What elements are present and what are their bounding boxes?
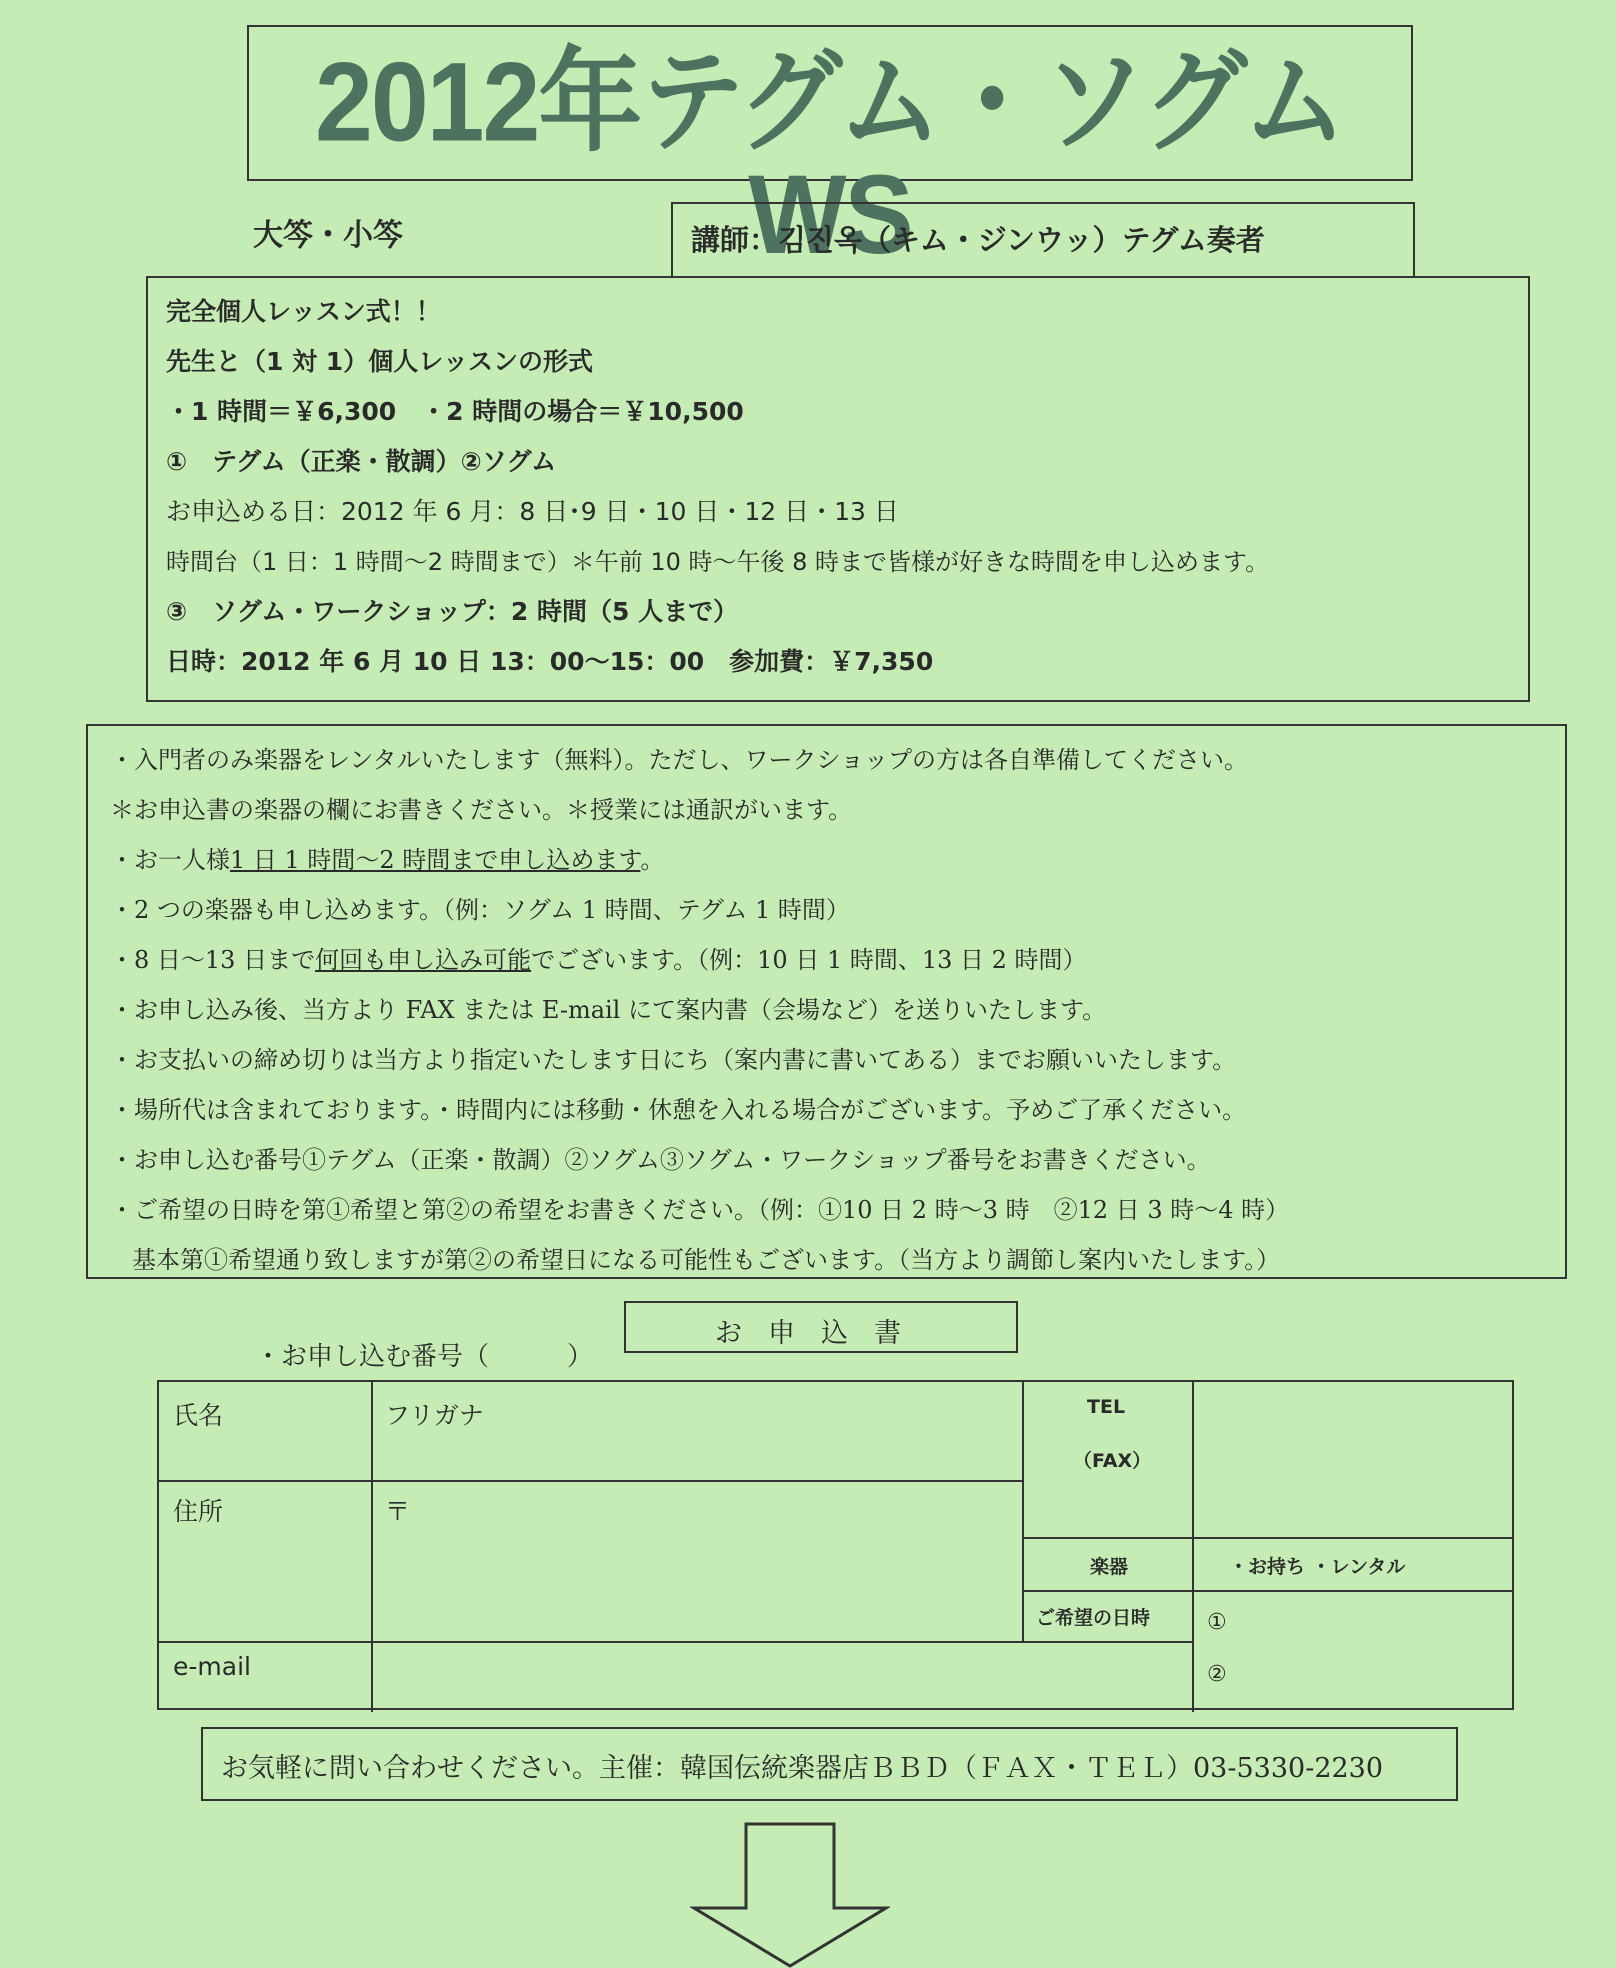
instrument-options[interactable]: ・お持ち ・レンタル	[1229, 1556, 1406, 1578]
email-field[interactable]	[373, 1643, 1191, 1710]
choice1-field[interactable]: ①	[1207, 1610, 1227, 1635]
choice2-field[interactable]: ②	[1207, 1662, 1227, 1687]
note-line: ・ご希望の日時を第①希望と第②の希望をお書きください。（例：①10 日 2 時～3 時 ②12 日 3 時～4 時）	[110, 1196, 1290, 1224]
price-line: ・1 時間＝￥6,300 ・2 時間の場合＝￥10,500	[166, 397, 744, 426]
address-label: 住所	[173, 1497, 224, 1526]
lesson-info-box	[146, 276, 1530, 702]
notes-box	[86, 724, 1567, 1279]
form-divider	[1022, 1382, 1024, 1641]
note-line: ・入門者のみ楽器をレンタルいたします（無料）。ただし、ワークショップの方は各自準備してください。	[110, 746, 1248, 774]
form-divider	[1022, 1590, 1514, 1592]
form-divider	[1022, 1537, 1514, 1539]
note-text: でございます。（例：10 日 1 時間、13 日 2 時間）	[531, 946, 1087, 974]
lesson-line: 完全個人レッスン式！！	[166, 297, 441, 326]
lesson-line: ① テグム（正楽・散調）②ソグム	[166, 447, 557, 476]
note-underlined: 何回も申し込み可能	[315, 946, 532, 974]
contact-box	[201, 1727, 1458, 1801]
apply-title-box	[624, 1301, 1018, 1353]
teacher-box	[671, 202, 1415, 276]
contact-text: お気軽に問い合わせください。主催：韓国伝統楽器店ＢＢＤ（ＦＡＸ・ＴＥＬ）03-5330-2230	[221, 1753, 1384, 1784]
application-form	[157, 1380, 1514, 1710]
note-line: ・場所代は含まれております。・時間内には移動・休憩を入れる場合がございます。予めご了承ください。	[110, 1096, 1247, 1124]
tel-field[interactable]	[1194, 1382, 1512, 1537]
name-label: 氏名	[173, 1401, 224, 1430]
teacher-text: 講師：김진옥（キム・ジンウッ）テグム奏者	[691, 223, 1265, 257]
note-line	[110, 940, 1087, 975]
address-field[interactable]: 〒	[385, 1497, 411, 1526]
tel-label: TEL	[1087, 1396, 1126, 1418]
furigana-field[interactable]: フリガナ	[385, 1401, 484, 1430]
apply-number-label: ・お申し込む番号（ ）	[255, 1342, 594, 1372]
note-line: ＊お申込書の楽器の欄にお書きください。＊授業には通訳がいます。	[110, 796, 853, 824]
fax-label: （FAX）	[1073, 1450, 1152, 1472]
subtitle: 大笒・小笒	[253, 218, 403, 253]
lesson-dates-line: お申込める日：2012 年 6 月：8 日･9 日・10 日・12 日・13 日	[166, 497, 899, 526]
preferred-date-label: ご希望の日時	[1036, 1607, 1151, 1629]
note-line: ・お申し込む番号①テグム（正楽・散調）②ソグム③ソグム・ワークショップ番号をお書きください。	[110, 1146, 1211, 1174]
note-text: 。	[640, 846, 665, 874]
note-text: ・お一人様	[110, 846, 230, 874]
lesson-hours-line: 時間台（1 日：1 時間～2 時間まで）＊午前 10 時～午後 8 時まで皆様が好きな時間を申し込めます。	[166, 548, 1270, 576]
page-title: 2012年テグム・ソグムWS	[314, 40, 1345, 278]
note-text: ・8 日～13 日まで	[110, 946, 316, 974]
email-label: e-mail	[173, 1652, 251, 1681]
note-line	[110, 840, 664, 875]
down-arrow-icon	[690, 1822, 890, 1968]
workshop-line: ③ ソグム・ワークショップ：2 時間（5 人まで）	[166, 597, 739, 626]
note-line: ・お支払いの締め切りは当方より指定いたします日にち（案内書に書いてある）までお願いいたします。	[110, 1046, 1237, 1074]
note-line: ・2 つの楽器も申し込めます。（例：ソグム 1 時間、テグム 1 時間）	[110, 896, 850, 924]
apply-title: お申込書	[715, 1318, 927, 1349]
note-underlined: 1 日 1 時間～2 時間まで申し込めます	[230, 846, 641, 874]
form-divider	[159, 1480, 1022, 1482]
note-line: 基本第①希望通り致しますが第②の希望日になる可能性もございます。（当方より調節し案内いたします。）	[132, 1246, 1281, 1274]
instrument-label: 楽器	[1090, 1556, 1129, 1578]
lesson-line: 先生と（1 対 1）個人レッスンの形式	[166, 347, 593, 376]
workshop-date-line: 日時：2012 年 6 月 10 日 13：00～15：00 参加費：￥7,350	[166, 647, 934, 676]
note-line: ・お申し込み後、当方より FAX または E-mail にて案内書（会場など）を送りいたします。	[110, 996, 1107, 1024]
